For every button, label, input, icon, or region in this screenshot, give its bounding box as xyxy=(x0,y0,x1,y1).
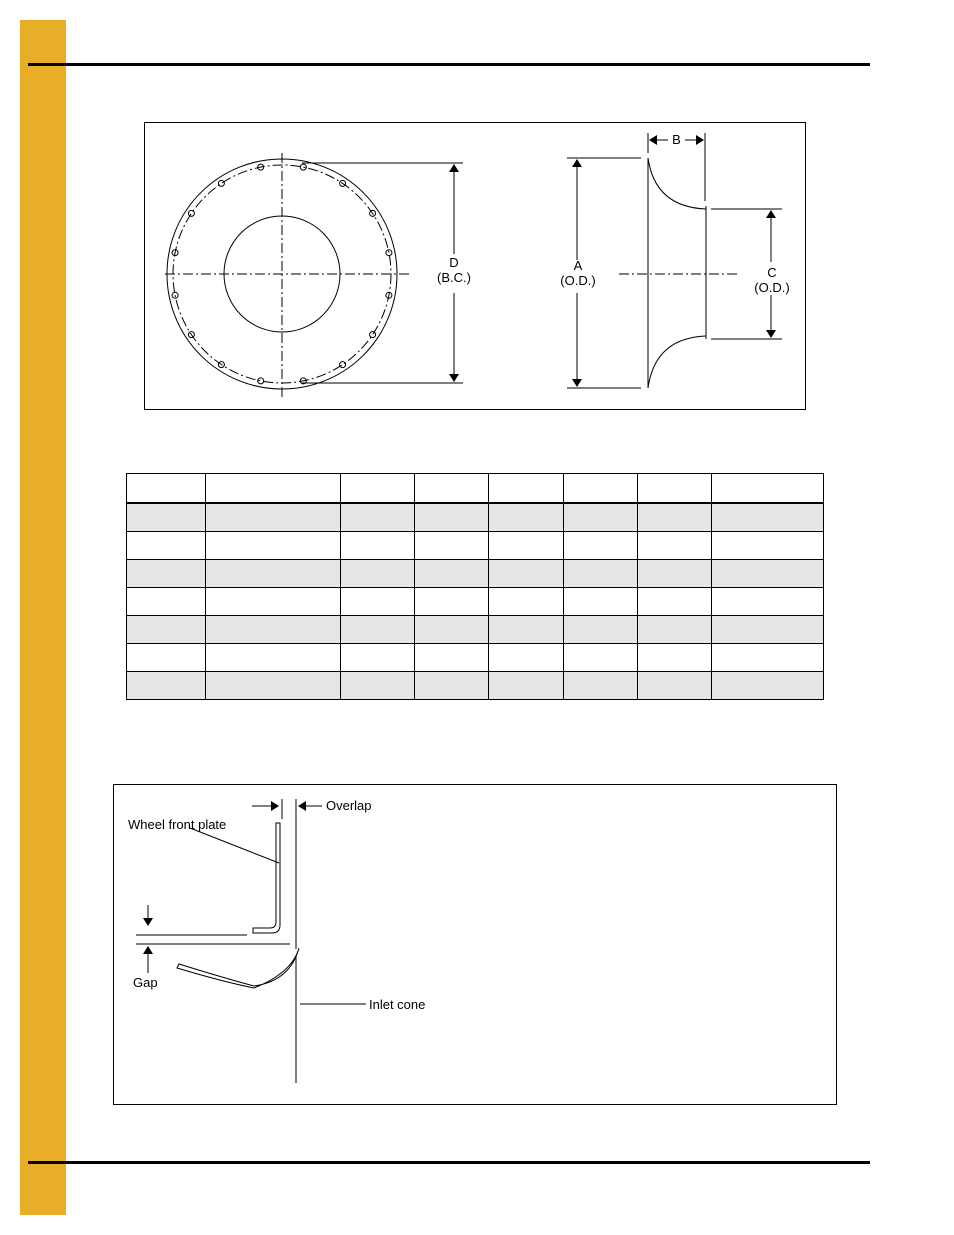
bolt-hole xyxy=(188,210,194,216)
cone-upper-curve xyxy=(648,158,706,209)
table-header-cell xyxy=(564,474,638,504)
dimension-d-label: D (B.C.) xyxy=(437,255,471,285)
header-rule xyxy=(28,63,870,66)
table-header-cell xyxy=(341,474,415,504)
table-row xyxy=(127,672,824,700)
table-header-cell xyxy=(489,474,564,504)
dimension-b-label: B xyxy=(672,132,681,147)
wheel-front-plate-label: Wheel front plate xyxy=(128,817,227,832)
side-color-bar xyxy=(20,20,66,1215)
inlet-cone-label: Inlet cone xyxy=(369,997,426,1012)
table-header-cell xyxy=(415,474,489,504)
overlap-label: Overlap xyxy=(326,798,372,813)
gap-label: Gap xyxy=(133,975,158,990)
inlet-cone-shape xyxy=(177,948,299,988)
table-row xyxy=(127,588,824,616)
table-row xyxy=(127,616,824,644)
cone-lower-curve xyxy=(648,336,706,388)
table-header-cell xyxy=(712,474,824,504)
bolt-hole xyxy=(340,362,346,368)
dimension-a-label: A (O.D.) xyxy=(560,258,596,288)
table-header-cell xyxy=(127,474,206,504)
bolt-hole xyxy=(370,332,376,338)
table-header-row xyxy=(127,474,824,504)
table-header-cell xyxy=(638,474,712,504)
table-header-cell xyxy=(206,474,341,504)
dimension-c-label: C (O.D.) xyxy=(754,265,790,295)
wheel-front-plate-shape xyxy=(253,823,280,933)
bolt-hole xyxy=(218,180,224,186)
table-row xyxy=(127,560,824,588)
table-row xyxy=(127,503,824,532)
table-row xyxy=(127,644,824,672)
wheel-front-plate-leader xyxy=(190,828,279,863)
table-row xyxy=(127,532,824,560)
overlap-gap-figure xyxy=(113,784,837,1105)
overlap-gap-drawing xyxy=(114,785,838,1106)
inlet-cone-dimension-table xyxy=(126,473,824,700)
inlet-cone-dimension-figure xyxy=(144,122,806,410)
footer-rule xyxy=(28,1161,870,1164)
